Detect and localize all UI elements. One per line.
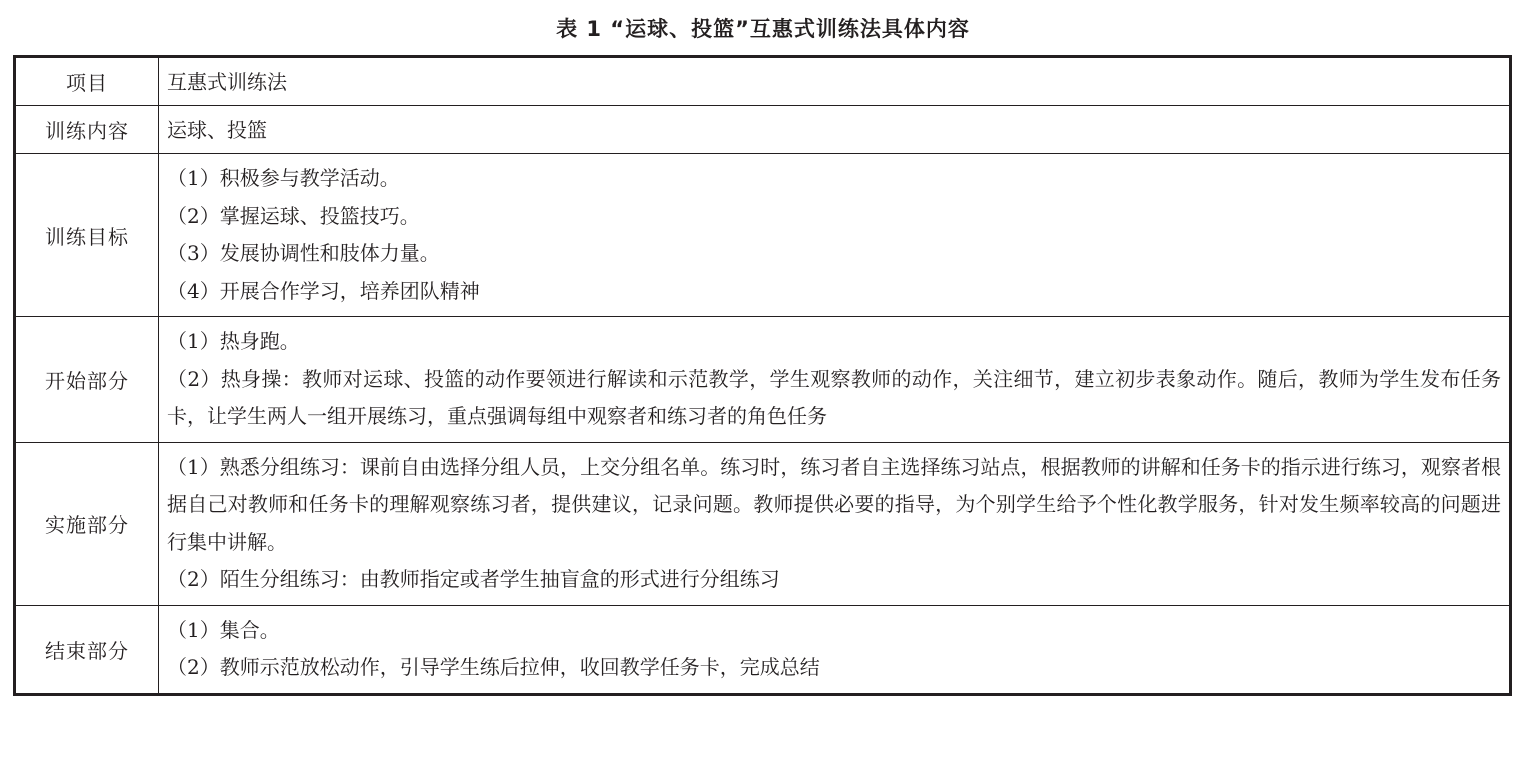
row-label: 训练内容 [15, 106, 159, 154]
table-row-training-content [15, 106, 1511, 154]
row-value [159, 317, 1511, 443]
row-value [159, 106, 1511, 154]
row-label: 实施部分 [15, 442, 159, 605]
row-line: （2）陌生分组练习：由教师指定或者学生抽盲盒的形式进行分组练习 [167, 567, 780, 591]
row-line: （2）教师示范放松动作，引导学生练后拉伸，收回教学任务卡，完成总结 [167, 655, 820, 679]
table-row-end-section [15, 605, 1511, 694]
table-row-project [15, 57, 1511, 106]
row-label: 项目 [15, 57, 159, 106]
row-line: （1）熟悉分组练习：课前自由选择分组人员，上交分组名单。练习时，练习者自主选择练习站点，根据教师的讲解和任务卡的指示进行练习，观察者根据自己对教师和任务卡的理解观察练习者，提供建议，记录问题。教师提供必要的指导，为个别学生给予个性化教学服务，针对发生频率较高的问题进行集中讲解。 [167, 454, 1501, 554]
row-line: （4）开展合作学习，培养团队精神 [167, 278, 480, 303]
content-table [13, 55, 1512, 696]
row-line: 互惠式训练法 [167, 69, 287, 94]
row-line: （1）热身跑。 [167, 329, 300, 353]
table-row-training-goals [15, 154, 1511, 317]
row-line: （1）集合。 [167, 617, 280, 642]
row-value [159, 57, 1511, 106]
table-row-start-section [15, 317, 1511, 443]
row-line: （3）发展协调性和肢体力量。 [167, 241, 440, 265]
row-value [159, 154, 1511, 317]
row-label: 开始部分 [15, 317, 159, 443]
row-line: （2）热身操：教师对运球、投篮的动作要领进行解读和示范教学，学生观察教师的动作，关注细节，建立初步表象动作。随后，教师为学生发布任务卡，让学生两人一组开展练习，重点强调每组中观察者和练习者的角色任务 [167, 366, 1501, 428]
row-value [159, 442, 1511, 605]
row-label: 训练目标 [15, 154, 159, 317]
row-line: 运球、投篮 [167, 117, 267, 142]
row-label: 结束部分 [15, 605, 159, 694]
table-row-implementation-section [15, 442, 1511, 605]
row-line: （2）掌握运球、投篮技巧。 [167, 203, 420, 228]
row-line: （1）积极参与教学活动。 [167, 166, 400, 190]
table-caption: 表 1 “运球、投篮”互惠式训练法具体内容 [556, 17, 970, 41]
row-value [159, 605, 1511, 694]
